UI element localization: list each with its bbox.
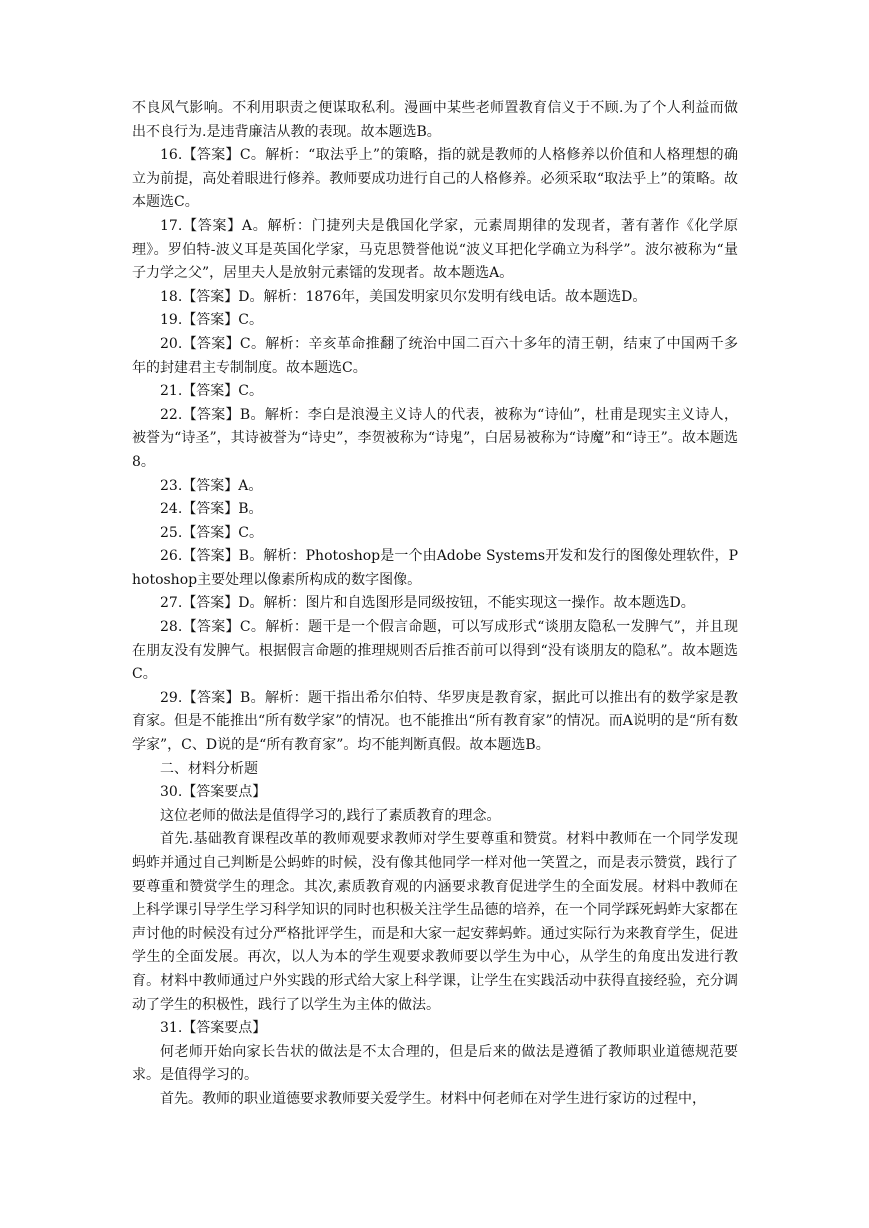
paragraph-continuation: 不良风气影响。不利用职责之便谋取私利。漫画中某些老师置教育信义于不顾.为了个人利益而做出不良行为.是违背廉洁从教的表现。故本题选B。 (132, 100, 738, 140)
answer-26: 26.【答案】B。解析：Photoshop是一个由Adobe Systems开发和发行的图像处理软件，Photoshop主要处理以像素所构成的数字图像。 (132, 548, 738, 588)
answer-31-heading: 31.【答案要点】 (160, 1020, 267, 1037)
answer-22: 22.【答案】B。解析：李白是浪漫主义诗人的代表，被称为“诗仙”，杜甫是现实主义诗人，被誉为“诗圣”，其诗被誉为“诗史”，李贺被称为“诗鬼”，白居易被称为“诗魔”和“诗王”。故本题选8。 (132, 406, 738, 470)
answer-17: 17.【答案】A。解析：门捷列夫是俄国化学家，元素周期律的发现者，著有著作《化学原理》。罗伯特-波义耳是英国化学家，马克思赞誉他说“波义耳把化学确立为科学”。波尔被称为“量子力学之父”，居里夫人是放射元素镭的发现者。故本题选A。 (132, 217, 738, 282)
answer-18: 18.【答案】D。解析：1876年，美国发明家贝尔发明有线电话。故本题选D。 (160, 288, 647, 305)
answer-29: 29.【答案】B。解析：题干指出希尔伯特、华罗庚是教育家，据此可以推出有的数学家是教育家。但是不能推出“所有数学家”的情况。也不能推出“所有教育家”的情况。而A说明的是“所有数学家”，C、D说的是“所有教育家”。均不能判断真假。故本题选B。 (132, 689, 738, 754)
answer-31-body: 首先。教师的职业道德要求教师要关爱学生。材料中何老师在对学生进行家访的过程中， (160, 1090, 706, 1107)
section-heading: 二、材料分析题 (160, 760, 258, 777)
answer-27: 27.【答案】D。解析：图片和自选图形是同级按钮，不能实现这一操作。故本题选D。 (160, 595, 695, 612)
answer-25: 25.【答案】C。 (160, 524, 263, 541)
answer-24: 24.【答案】B。 (160, 501, 263, 518)
answer-23: 23.【答案】A。 (160, 477, 263, 494)
answer-16: 16.【答案】C。解析：“取法乎上”的策略，指的就是教师的人格修养以价值和人格理想的确立为前提，高处着眼进行修养。教师要成功进行自己的人格修养。必须采取“取法乎上”的策略。故本题选C。 (132, 147, 738, 211)
answer-20: 20.【答案】C。解析：辛亥革命推翻了统治中国二百六十多年的清王朝，结束了中国两千多年的封建君主专制制度。故本题选C。 (132, 335, 738, 376)
answer-30-body: 首先.基础教育课程改革的教师观要求教师对学生要尊重和赞赏。材料中教师在一个同学发现蚂蚱并通过自己判断是公蚂蚱的时候，没有像其他同学一样对他一笑置之，而是表示赞赏，践行了要尊重和赞赏学生的理念。其次,素质教育观的内涵要求教育促进学生的全面发展。材料中教师在上科学课引导学生学习科学知识的同时也积极关注学生品德的培养，在一个同学踩死蚂蚱大家都在声讨他的时候没有过分严格批评学生，而是和大家一起安葬蚂蚱。通过实际行为来教育学生，促进学生的全面发展。再次，以人为本的学生观要求教师要以学生为中心，从学生的角度出发进行教育。材料中教师通过户外实践的形式给大家上科学课，让学生在实践活动中获得直接经验，充分调动了学生的积极性，践行了以学生为主体的做法。 (132, 831, 738, 1013)
answer-30-heading: 30.【答案要点】 (160, 784, 267, 801)
answer-19: 19.【答案】C。 (160, 312, 263, 329)
answer-21: 21.【答案】C。 (160, 383, 263, 400)
answer-30-thesis: 这位老师的做法是值得学习的,践行了素质教育的理念。 (160, 807, 501, 824)
answer-31-thesis: 何老师开始向家长告状的做法是不太合理的，但是后来的做法是遵循了教师职业道德规范要求。是值得学习的。 (132, 1043, 738, 1084)
document-page (132, 97, 738, 1112)
answer-28: 28.【答案】C。解析：题干是一个假言命题，可以写成形式“谈朋友隐私一发脾气”，并且现在朋友没有发脾气。根据假言命题的推理规则否后推否前可以得到“没有谈朋友的隐私”。故本题选C。 (132, 619, 738, 683)
